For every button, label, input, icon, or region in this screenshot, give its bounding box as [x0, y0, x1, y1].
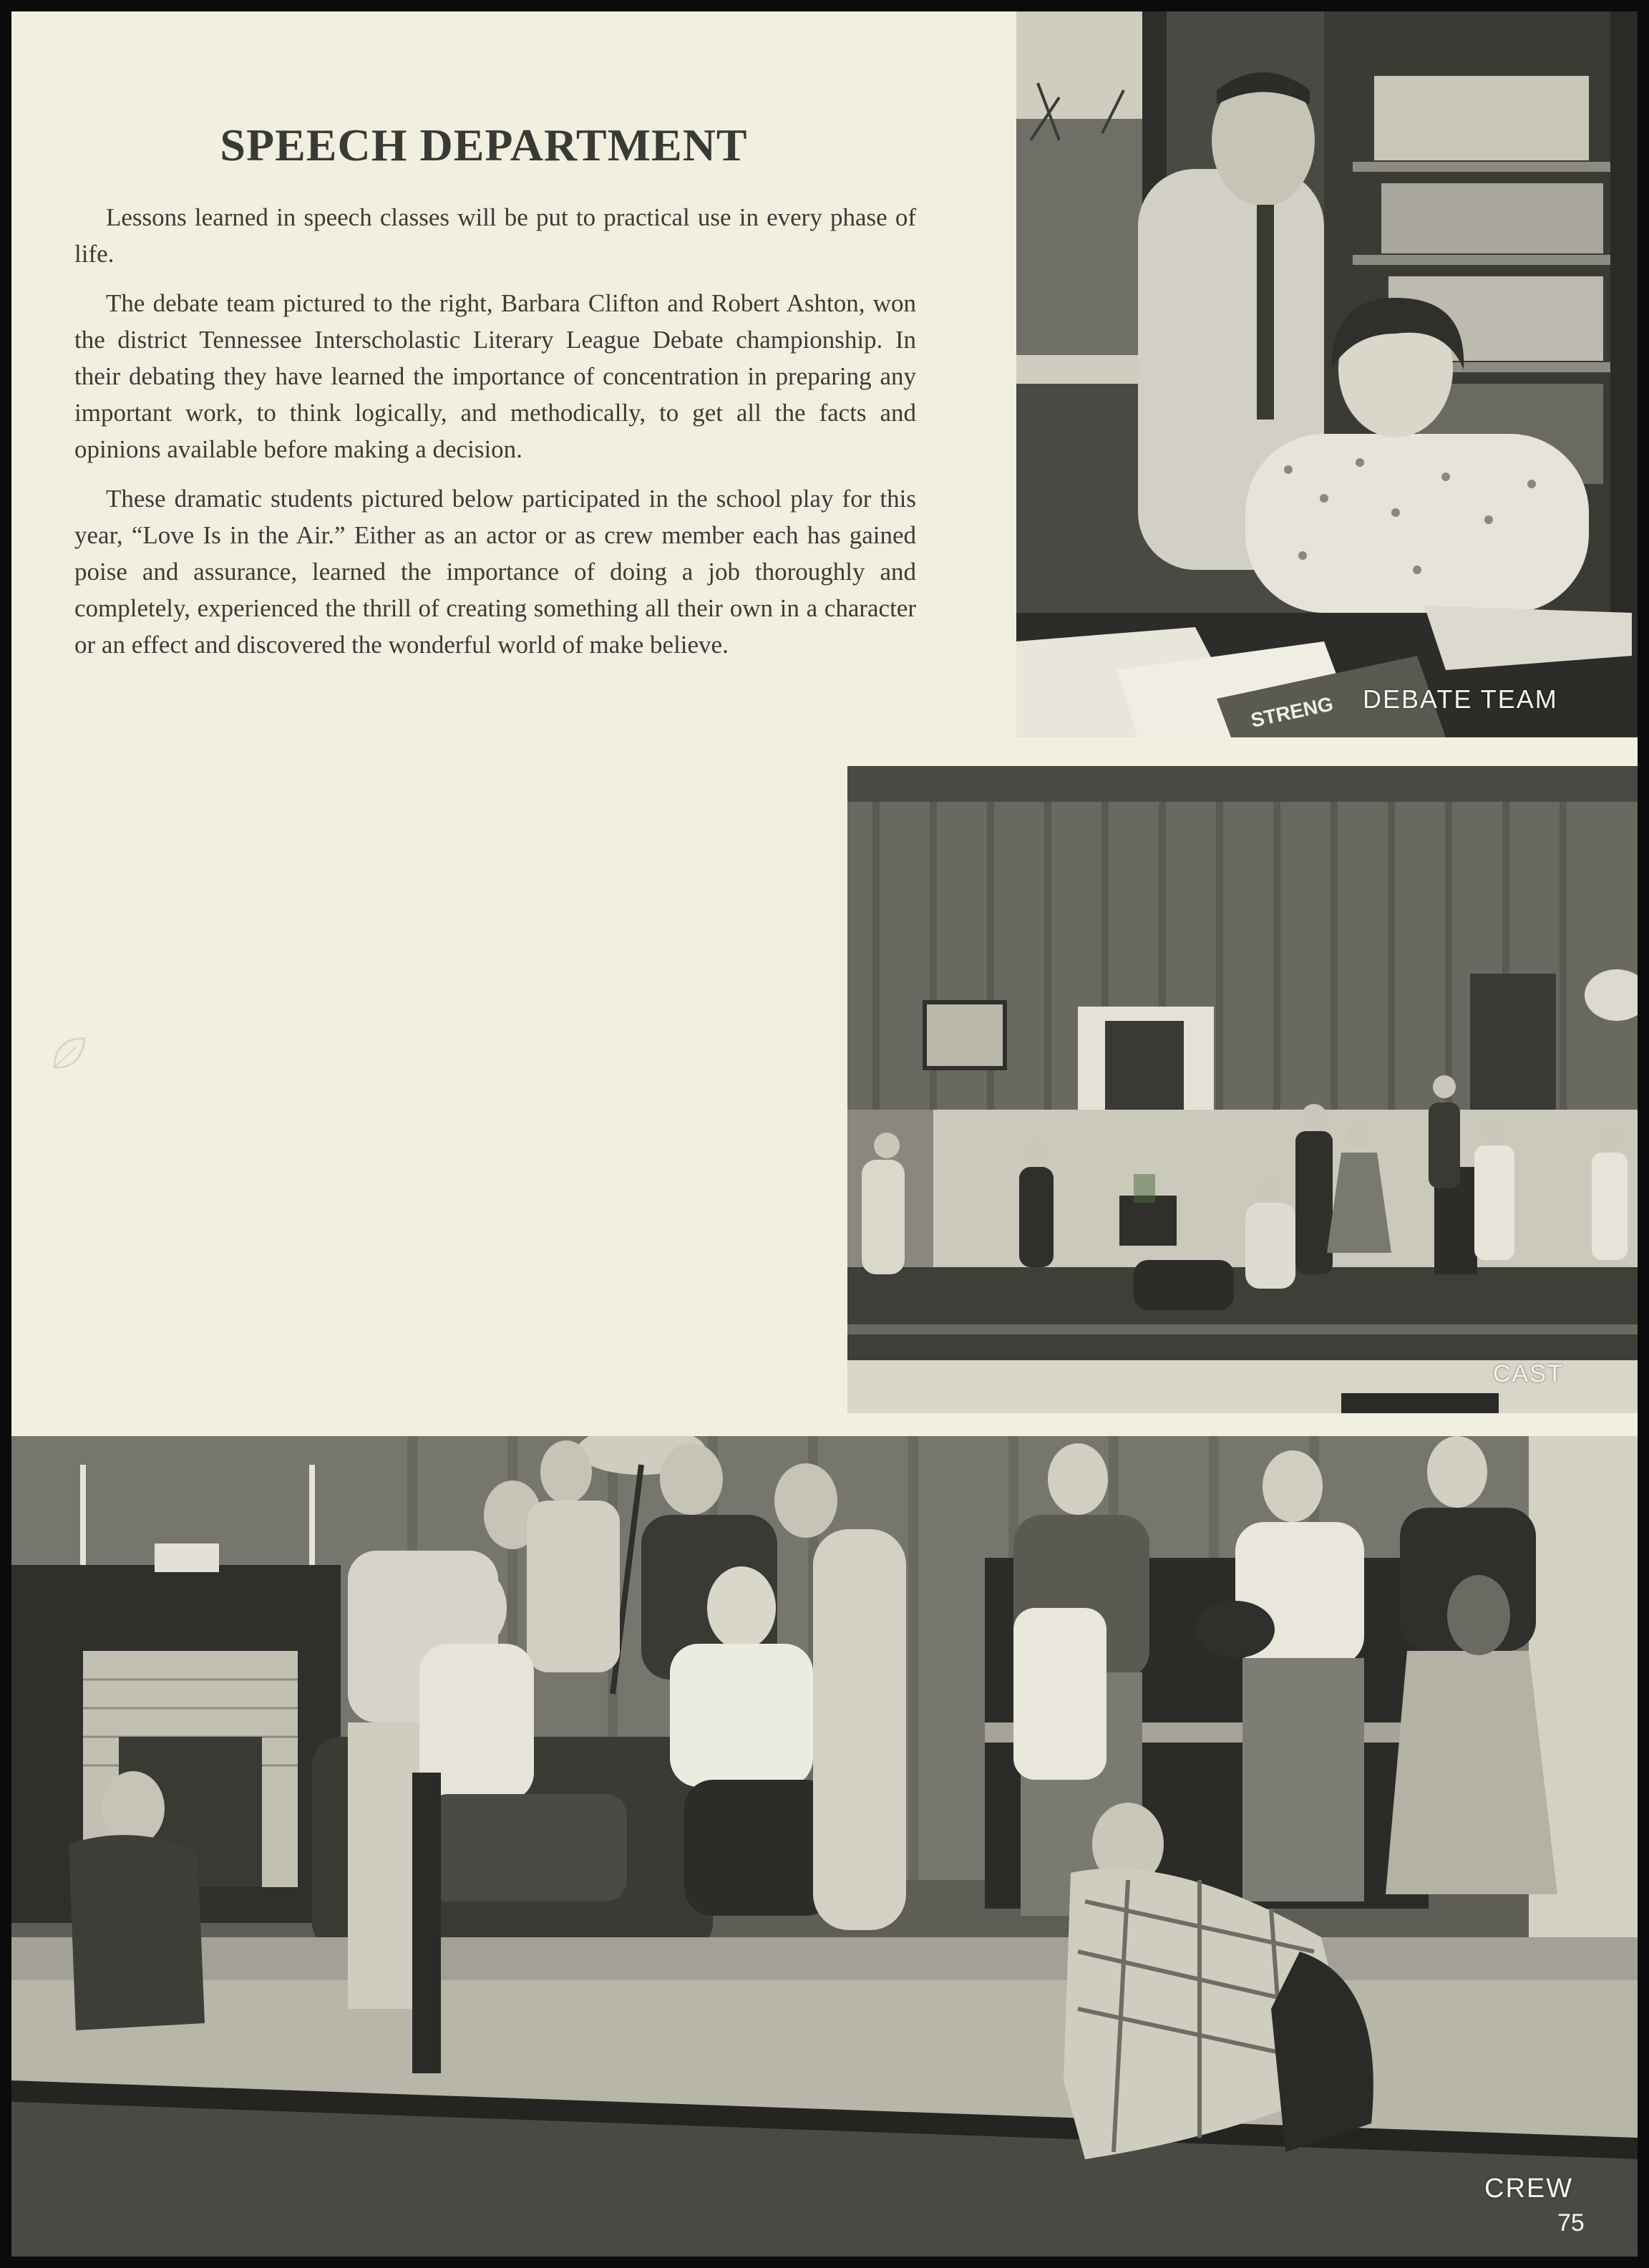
caption-cast: CAST — [1493, 1360, 1564, 1387]
page-title: SPEECH DEPARTMENT — [220, 120, 748, 170]
paragraph-debate: The debate team pictured to the right, Barbara Clifton and Robert Ashton, won the district Tennessee Interscholastic Literary League Debate championship. In their debating they have learned the importance of concentration in preparing any important work, to think logically, and methodically, to get all the facts and opinions available before making a decision. — [74, 289, 916, 463]
leaf-mark-icon — [47, 1032, 90, 1075]
paragraph-drama: These dramatic students pictured below participated in the school play for this year, “Love Is in the Air.” Either as an actor or as crew member each has gained poise and assurance, learned the importance of doing a job thoroughly and completely, experienced the thrill of creating something all their own in a character or an effect and discovered the wonderful world of make believe. — [74, 485, 916, 659]
yearbook-page — [11, 11, 1638, 2257]
cast-photo — [847, 766, 1638, 1413]
page-number: 75 — [1557, 2209, 1585, 2236]
debate-team-photo — [1016, 11, 1638, 737]
paragraph-intro: Lessons learned in speech classes will be put to practical use in every phase of life. — [74, 203, 916, 268]
caption-crew: CREW — [1484, 2174, 1574, 2204]
book-title-text: STRENG — [1248, 692, 1336, 732]
article-body — [74, 199, 916, 676]
crew-photo — [11, 1436, 1638, 2257]
caption-debate-team: DEBATE TEAM — [1363, 684, 1558, 714]
